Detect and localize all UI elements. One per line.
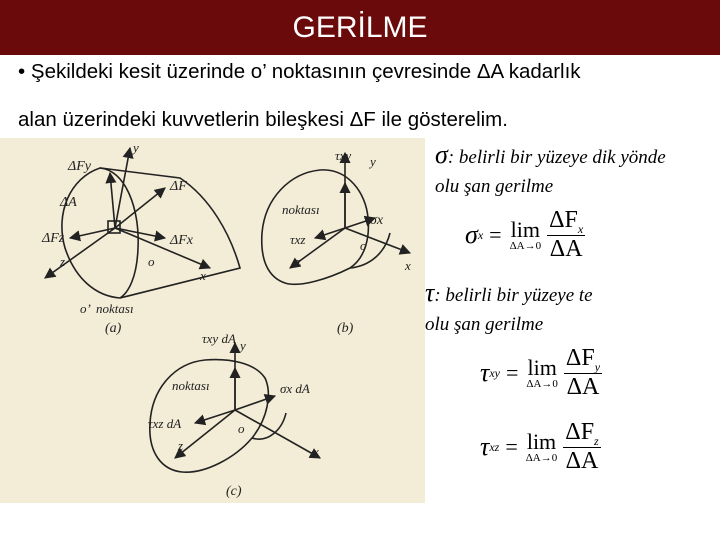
tau-xz-equals: =: [505, 434, 518, 460]
equation-sigma-x: [465, 208, 585, 263]
stress-diagram-svg: [0, 138, 425, 503]
x-axis-a: [115, 228, 210, 268]
sigma-x-num-sub: x: [577, 221, 584, 236]
label-x-c: x: [313, 444, 319, 459]
tau-xz-fraction: [563, 420, 600, 475]
tau-xy-numerator: [564, 346, 602, 374]
label-noktasi-c: noktası: [172, 378, 210, 393]
tau-xz-denominator: ΔA: [565, 448, 599, 475]
tau-xy-equals: =: [505, 360, 519, 386]
tau-xz-lhs-sub: xz: [489, 439, 500, 454]
sigma-x-num-text: ΔF: [549, 207, 578, 233]
label-dfz-a: ΔFz: [42, 231, 65, 246]
sigma-x-lhs: σ: [465, 220, 478, 250]
tau-xy-fraction: [564, 346, 602, 401]
sigma-definition-text: : belirli bir yüzeye dik yönde: [447, 147, 666, 168]
label-o-c: o: [238, 421, 245, 436]
tau-xy-num-sub: y: [594, 359, 601, 374]
tau-xy-num-text: ΔF: [565, 345, 595, 371]
tau-xy-lhs-sub: xy: [489, 365, 500, 380]
sigma-definition-line1: [435, 140, 666, 170]
tau-xy-lhs: τ: [480, 358, 490, 388]
tau-xz-arrow-b: [315, 228, 345, 238]
caption-c: (c): [226, 484, 242, 499]
sigma-x-numerator: [547, 208, 585, 236]
tau-xy-lim-text: lim: [527, 354, 557, 380]
label-z-c: z: [178, 438, 184, 453]
label-tauxz-b: τxz: [290, 232, 306, 247]
label-tauxyda-c: τxy dA: [202, 331, 236, 346]
dfy-arrow-a: [110, 173, 115, 228]
equation-tau-xz: [480, 420, 601, 475]
line1-text: Şekildeki kesit üzerinde o’ noktasının çevresinde ΔA kadarlık: [30, 60, 581, 83]
body-outline-a: [62, 168, 240, 298]
label-y-a: y: [133, 140, 139, 155]
sigma-x-lim-sub: ΔA→0: [509, 239, 542, 252]
tau-xz-numerator: [563, 420, 600, 448]
label-o-a: o: [148, 254, 155, 269]
label-x-a: x: [200, 268, 206, 283]
formula-panel: [425, 138, 720, 503]
figure-c: [150, 343, 320, 472]
label-dfy-a: ΔFy: [68, 159, 91, 174]
sigma-x-equals: =: [489, 222, 502, 248]
sigma-x-lim-text: lim: [510, 216, 541, 242]
label-z-a: z: [60, 254, 66, 269]
sigma-arrow-c: [235, 396, 275, 410]
sigma-x-denominator: ΔA: [549, 236, 583, 263]
tau-symbol: τ: [425, 278, 435, 307]
label-noktasi-b: noktası: [282, 202, 320, 217]
label-y-c: y: [240, 338, 246, 353]
label-df-a: ΔF: [170, 179, 187, 194]
tau-xz-num-sub: z: [594, 433, 599, 448]
equation-tau-xy: [480, 346, 602, 401]
tau-xz-arrow-c: [195, 410, 235, 423]
sigma-definition-line2: olu şan gerilme: [435, 176, 554, 197]
tau-xy-lim-sub: ΔA→0: [526, 377, 558, 390]
tau-definition-line1: [425, 278, 593, 308]
label-sigmax-b: σx: [370, 213, 384, 228]
caption-a: (a): [105, 321, 122, 336]
label-tauxy-b: τxy: [335, 148, 352, 163]
tau-xy-limit: [526, 354, 558, 390]
body-text-line2: alan üzerindeki kuvvetlerin bileşkesi ΔF ile gösterelim.: [18, 108, 508, 131]
tau-xy-denominator: ΔA: [566, 374, 600, 401]
stress-diagram-figure: [0, 138, 425, 503]
slide-title: GERİLME: [0, 0, 720, 55]
label-z-b: z: [296, 254, 302, 269]
label-sigmaxda-c: σx dA: [280, 381, 310, 396]
tau-xz-lim-text: lim: [526, 428, 557, 454]
caption-b: (b): [337, 321, 354, 336]
label-tauxzda-c: τxz dA: [148, 416, 182, 431]
df-arrow-a: [115, 188, 165, 228]
sigma-x-fraction: [547, 208, 585, 263]
tau-xz-lim-sub: ΔA→0: [525, 451, 558, 464]
label-da-a: ΔA: [60, 195, 77, 210]
sigma-x-lhs-sub: x: [477, 227, 484, 242]
figure-b: [262, 153, 410, 284]
label-oprime-a: o’: [80, 301, 91, 316]
label-x-b: x: [405, 258, 411, 273]
label-o-b: o: [360, 238, 367, 253]
label-noktasi-a: noktası: [96, 301, 134, 316]
label-dfx-a: ΔFx: [170, 233, 193, 248]
tau-xz-num-text: ΔF: [565, 419, 595, 445]
sigma-symbol: σ: [435, 140, 448, 169]
y-axis-a: [115, 148, 130, 228]
tau-definition-line2: olu şan gerilme: [425, 314, 544, 335]
x-axis-c: [235, 410, 320, 458]
dfx-arrow-a: [115, 228, 165, 238]
x-axis-b: [345, 228, 410, 253]
tau-xz-lhs: τ: [480, 432, 490, 462]
sigma-x-limit: [509, 216, 542, 252]
z-axis-c: [175, 410, 235, 458]
label-y-b: y: [370, 154, 376, 169]
bullet-marker: •: [18, 60, 26, 83]
tau-definition-text: : belirli bir yüzeye te: [434, 285, 593, 306]
tau-xz-limit: [525, 428, 558, 464]
body-text-line1: [18, 62, 708, 83]
